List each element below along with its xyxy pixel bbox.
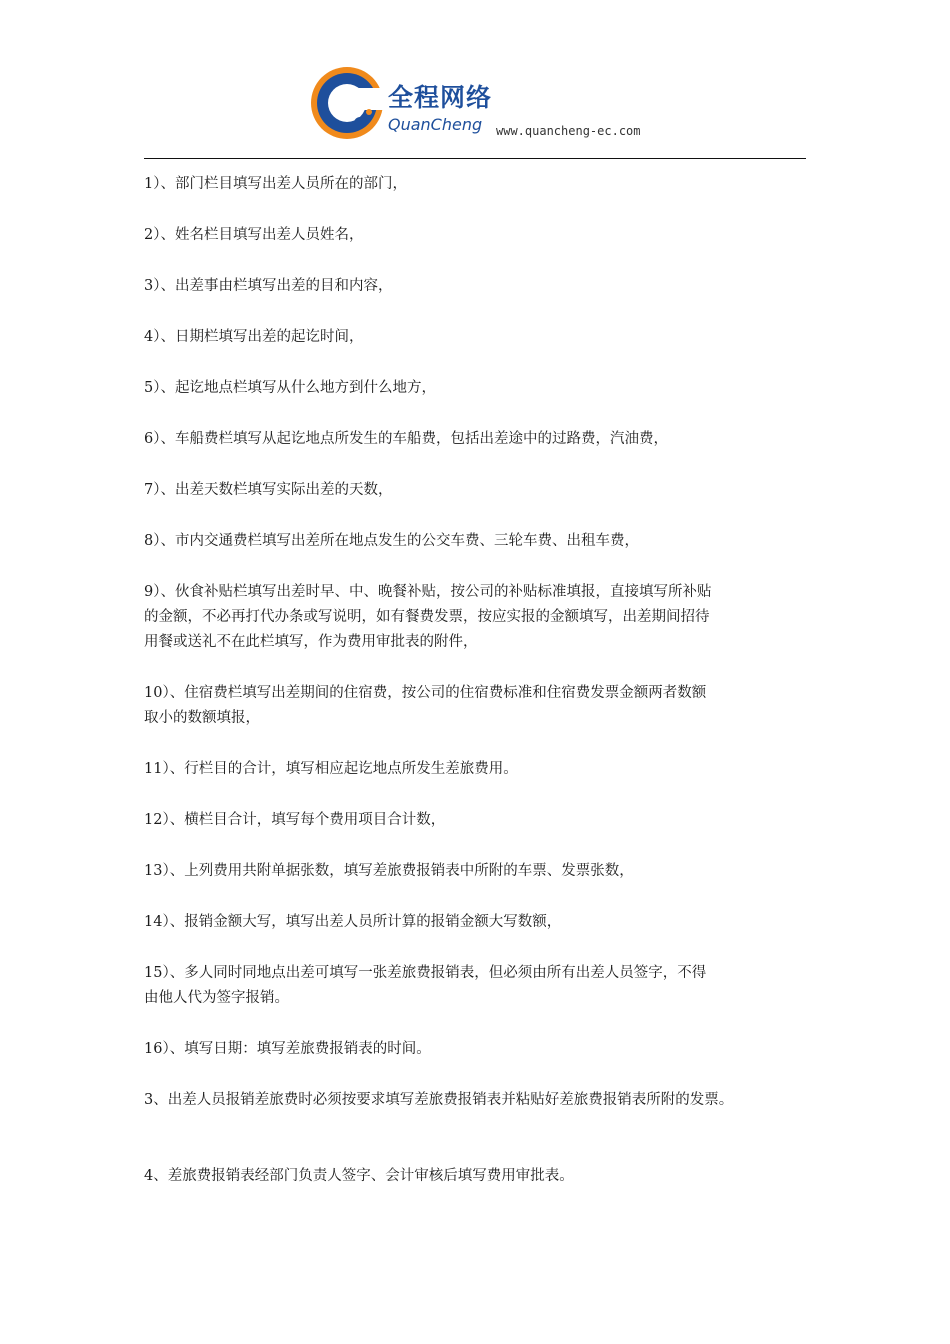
paragraph-1 (144, 172, 407, 197)
paragraph-line: 4）、日期栏填写出差的起讫时间， (144, 329, 364, 345)
paragraph-line: 1）、部门栏目填写出差人员所在的部门， (144, 176, 407, 192)
paragraph-7 (144, 478, 392, 503)
paragraph-line: 3、出差人员报销差旅费时必须按要求填写差旅费报销表并粘贴好差旅费报销表所附的发票。 (144, 1092, 734, 1108)
paragraph-2 (144, 223, 363, 248)
paragraph-line: 2）、姓名栏目填写出差人员姓名， (144, 227, 364, 243)
paragraph-line: 的金额，不必再打代办条或写说明，如有餐费发票，按应实报的金额填写，出差期间招待 (144, 609, 710, 625)
paragraph-4 (144, 325, 363, 350)
paragraph-line: 5）、起讫地点栏填写从什么地方到什么地方， (144, 380, 436, 396)
paragraph-5 (144, 376, 436, 401)
logo-english-name: QuanCheng (388, 115, 483, 134)
paragraph-17 (144, 1088, 733, 1113)
paragraph-line: 3）、出差事由栏填写出差的目和内容， (144, 278, 393, 294)
page-header (0, 0, 950, 160)
paragraph-9 (144, 580, 711, 655)
paragraph-line: 12）、横栏目合计，填写每个费用项目合计数， (144, 812, 446, 828)
paragraph-line: 9）、伙食补贴栏填写出差时早、中、晚餐补贴，按公司的补贴标准填报，直接填写所补贴 (144, 584, 712, 600)
paragraph-line: 4、差旅费报销表经部门负责人签字、会计审核后填写费用审批表。 (144, 1168, 574, 1184)
paragraph-line: 取小的数额填报， (144, 710, 260, 726)
paragraph-line: 6）、车船费栏填写从起讫地点所发生的车船费，包括出差途中的过路费，汽油费， (144, 431, 668, 447)
paragraph-line: 14）、报销金额大写，填写出差人员所计算的报销金额大写数额， (144, 914, 562, 930)
paragraph-16 (144, 1037, 431, 1062)
paragraph-15 (144, 961, 706, 1011)
paragraph-line: 8）、市内交通费栏填写出差所在地点发生的公交车费、三轮车费、出租车费， (144, 533, 639, 549)
logo-chinese-name: 全程网络 (388, 83, 493, 112)
paragraph-line: 10）、住宿费栏填写出差期间的住宿费，按公司的住宿费标准和住宿费发票金额两者数额 (144, 685, 707, 701)
paragraph-line: 16）、填写日期：填写差旅费报销表的时间。 (144, 1041, 431, 1057)
quancheng-logo-icon (308, 64, 386, 142)
header-divider (144, 158, 806, 159)
paragraph-11 (144, 757, 518, 782)
paragraph-line: 用餐或送礼不在此栏填写，作为费用审批表的附件， (144, 634, 478, 650)
paragraph-line: 11）、行栏目的合计，填写相应起讫地点所发生差旅费用。 (144, 761, 518, 777)
paragraph-12 (144, 808, 445, 833)
paragraph-10 (144, 681, 706, 731)
paragraph-18 (144, 1164, 574, 1189)
paragraph-line: 15）、多人同时同地点出差可填写一张差旅费报销表，但必须由所有出差人员签字，不得 (144, 965, 707, 981)
paragraph-line: 13）、上列费用共附单据张数，填写差旅费报销表中所附的车票、发票张数， (144, 863, 634, 879)
paragraph-14 (144, 910, 561, 935)
paragraph-13 (144, 859, 634, 884)
paragraph-6 (144, 427, 668, 452)
paragraph-8 (144, 529, 639, 554)
paragraph-line: 由他人代为签字报销。 (144, 990, 289, 1006)
logo-website-url: www.quancheng-ec.com (496, 124, 641, 138)
paragraph-3 (144, 274, 392, 299)
paragraph-line: 7）、出差天数栏填写实际出差的天数， (144, 482, 393, 498)
